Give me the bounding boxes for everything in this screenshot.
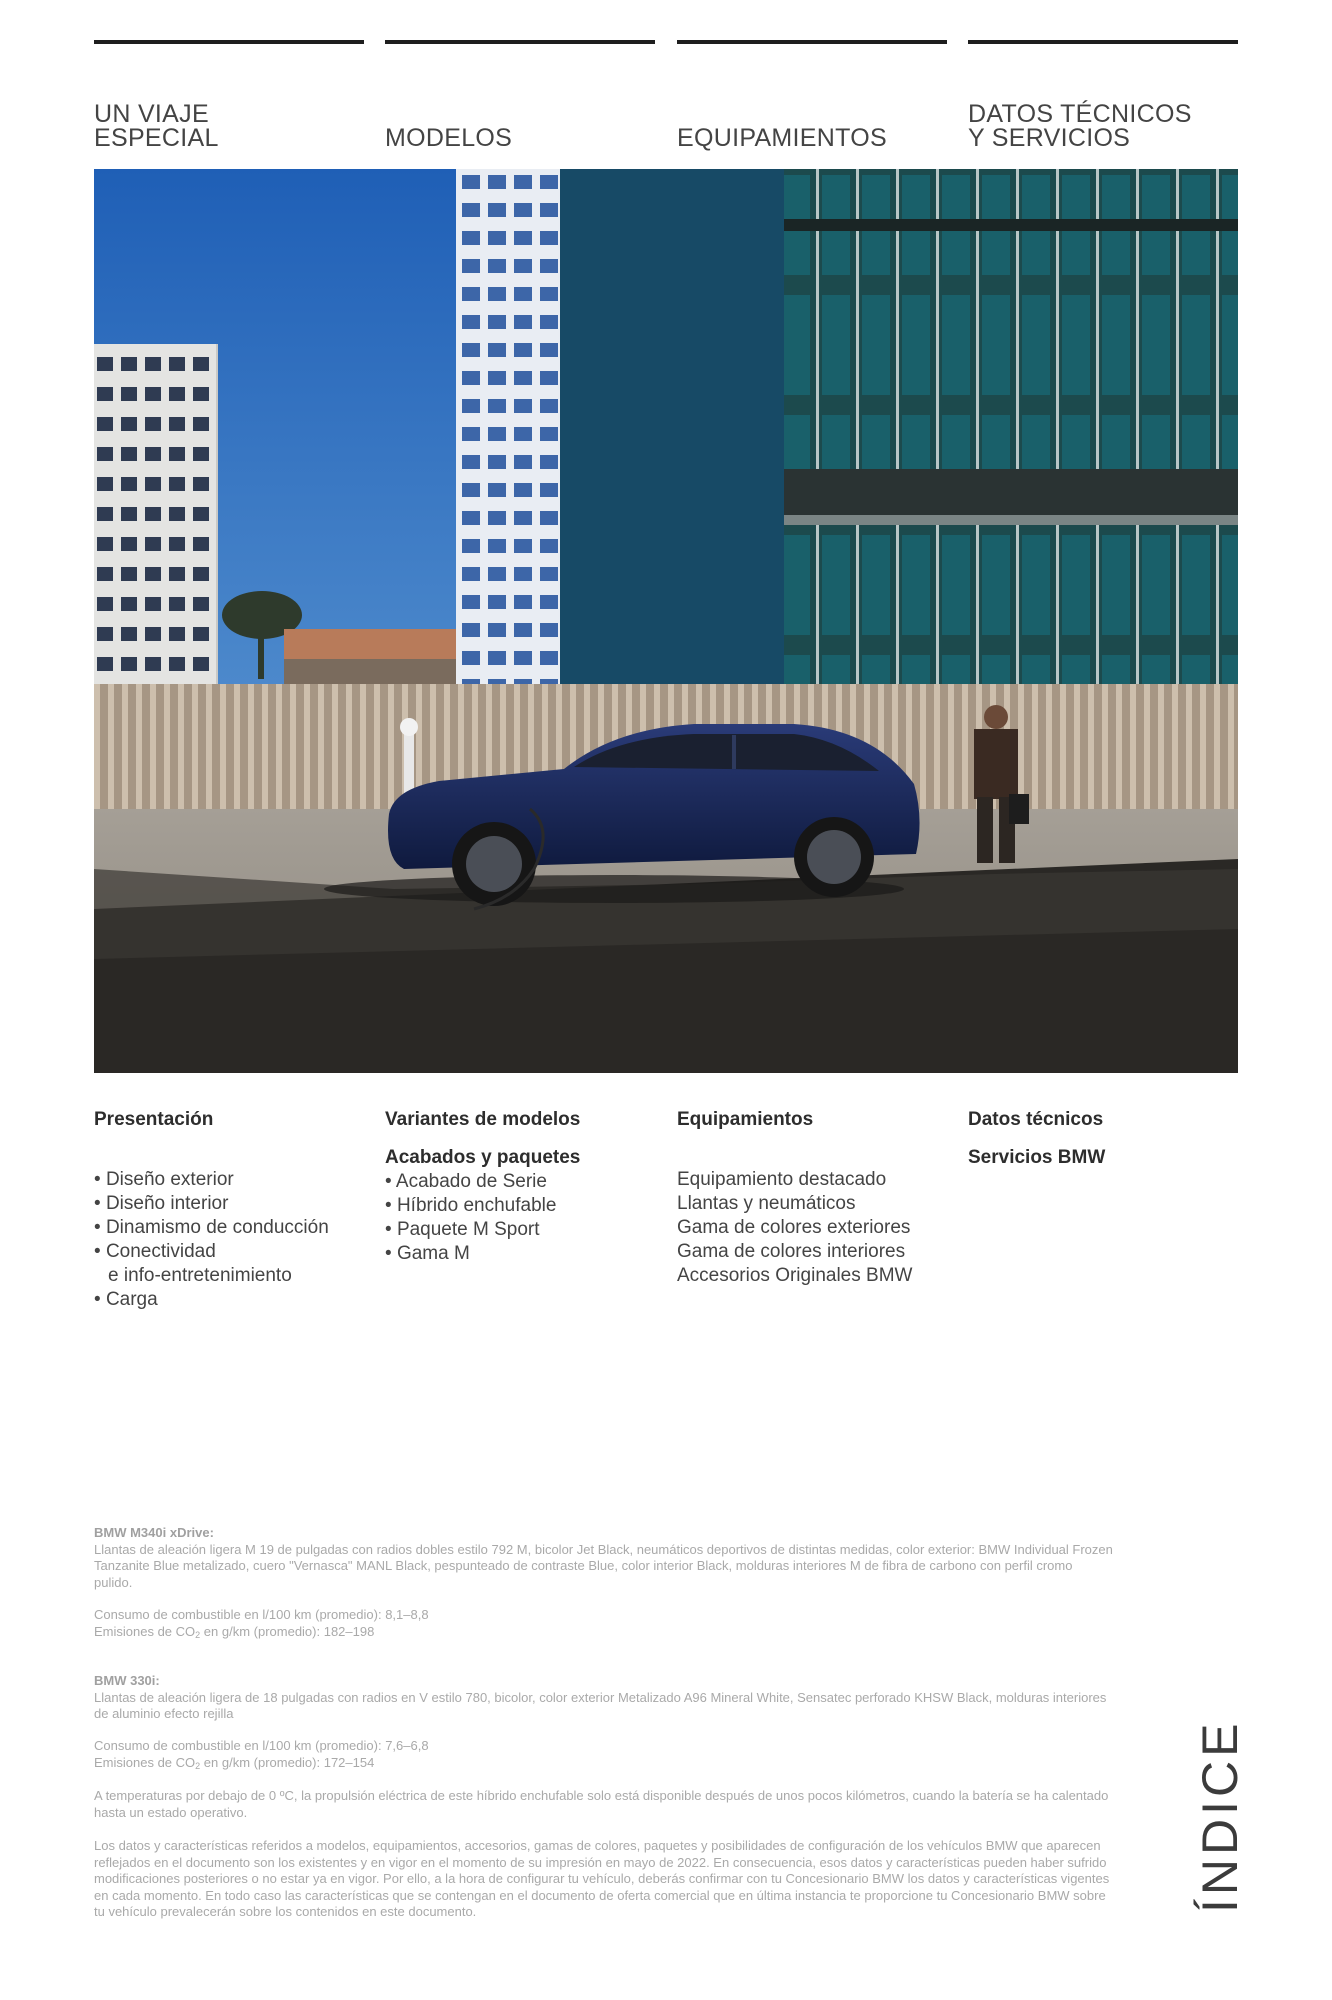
footnote-m340i-text: Llantas de aleación ligera M 19 de pulgadas con radios dobles estilo 792 M, bicolor Jet Black, neumáticos deportivos de distintas medidas, color exterior: BMW Individual Frozen Tanzanite Blue metalizado, cuero "Vernasca" MANL Black, pespunteado de contraste Blue, color interior Black, molduras interiores M de fibra de carbono con perfil cromo pulido. (94, 1541, 1113, 1590)
footnote-330i (94, 1673, 1114, 1723)
footnote-m340i (94, 1525, 1114, 1591)
footnote-temperatura: A temperaturas por debajo de 0 ºC, la propulsión eléctrica de este híbrido enchufable solo está disponible después de unos pocos kilómetros, cuando la batería se ha calentado hasta un estado operativo. (94, 1788, 1109, 1820)
nav-link-modelos[interactable]: MODELOS (385, 124, 513, 152)
section-modelos (385, 1108, 665, 1266)
list-equipamientos (677, 1168, 957, 1288)
list-item[interactable]: Accesorios Originales BMW (677, 1265, 913, 1286)
indice-label[interactable]: ÍNDICE (1192, 1719, 1248, 1913)
list-item[interactable]: • Acabado de Serie (385, 1170, 665, 1194)
footnote-330i-consumo-text: Consumo de combustible en l/100 km (promedio): 7,6–6,8 (94, 1738, 429, 1753)
heading-servicios-bmw[interactable]: Servicios BMW (968, 1147, 1106, 1168)
list-item[interactable]: • Paquete M Sport (385, 1218, 665, 1242)
list-presentacion (94, 1168, 374, 1312)
heading-variantes-modelos[interactable]: Variantes de modelos (385, 1109, 581, 1130)
footnote-330i-label: BMW 330i: (94, 1673, 160, 1688)
footnote-330i-consumo (94, 1738, 1114, 1774)
section-datos (968, 1108, 1248, 1184)
list-item[interactable]: • Diseño exterior (94, 1168, 374, 1192)
list-item[interactable]: Equipamiento destacado (677, 1169, 887, 1190)
heading-presentacion[interactable]: Presentación (94, 1109, 214, 1130)
list-item[interactable]: Gama de colores exteriores (677, 1217, 911, 1238)
list-item[interactable]: • Dinamismo de conducción (94, 1216, 374, 1240)
nav-line-viaje (94, 40, 364, 44)
list-item-continuation[interactable]: e info-entretenimiento (108, 1265, 292, 1286)
nav-line-datos (968, 40, 1238, 44)
footnote-disclaimer: Los datos y características referidos a modelos, equipamientos, accesorios, gamas de colores, paquetes y posibilidades de configuración de los vehículos BMW que aparecen reflejados en el documento son los existentes y en vigor en el momento de su impresión en mayo de 2022. En consecuencia, esos datos y características pueden haber sufrido modificaciones posteriores o no estar ya en vigor. Por ello, a la hora de configurar tu vehículo, deberás confirmar con tu Concesionario BMW los datos y características vigentes en cada momento. En todo caso las características que se contengan en el documento de oferta comercial que en última instancia te proporcione tu Concesionario BMW sobre tu vehículo prevalecerán sobre los contenidos en este documento. (94, 1838, 1110, 1919)
nav-line-modelos (385, 40, 655, 44)
heading-equipamientos[interactable]: Equipamientos (677, 1109, 814, 1130)
footnote-330i-emisiones: Emisiones de CO2 en g/km (promedio): 172–154 (94, 1754, 375, 1771)
nav-link-datos-tecnicos[interactable]: DATOS TÉCNICOS Y SERVICIOS (968, 100, 1192, 152)
list-item[interactable]: Llantas y neumáticos (677, 1193, 856, 1214)
footnote-330i-text: Llantas de aleación ligera de 18 pulgadas con radios en V estilo 780, bicolor, color exterior Metalizado A96 Mineral White, Sensatec perforado KHSW Black, molduras interiores de aluminio efecto rejilla (94, 1689, 1107, 1721)
footnote-m340i-label: BMW M340i xDrive: (94, 1525, 214, 1540)
list-modelos (385, 1170, 665, 1266)
section-presentacion (94, 1108, 374, 1312)
section-equipamientos (677, 1108, 957, 1288)
list-item[interactable]: • Gama M (385, 1242, 665, 1266)
nav-link-equipamientos[interactable]: EQUIPAMIENTOS (677, 124, 887, 152)
list-item[interactable]: • Diseño interior (94, 1192, 374, 1216)
list-item[interactable]: Gama de colores interiores (677, 1241, 906, 1262)
footnote-m340i-consumo (94, 1607, 1114, 1643)
list-item[interactable]: • Carga (94, 1288, 374, 1312)
footnote-m340i-consumo-text: Consumo de combustible en l/100 km (promedio): 8,1–8,8 (94, 1607, 429, 1622)
footnote-m340i-emisiones: Emisiones de CO2 en g/km (promedio): 182–198 (94, 1623, 375, 1640)
nav-link-un-viaje-especial[interactable]: UN VIAJE ESPECIAL (94, 100, 219, 152)
list-item[interactable]: • Híbrido enchufable (385, 1194, 665, 1218)
heading-datos-tecnicos[interactable]: Datos técnicos (968, 1109, 1104, 1130)
hero-image (94, 169, 1238, 1073)
nav-line-equipamientos (677, 40, 947, 44)
list-item[interactable]: • Conectividad (94, 1240, 374, 1264)
hero-illustration (94, 169, 1238, 1073)
heading-acabados-paquetes[interactable]: Acabados y paquetes (385, 1147, 581, 1168)
